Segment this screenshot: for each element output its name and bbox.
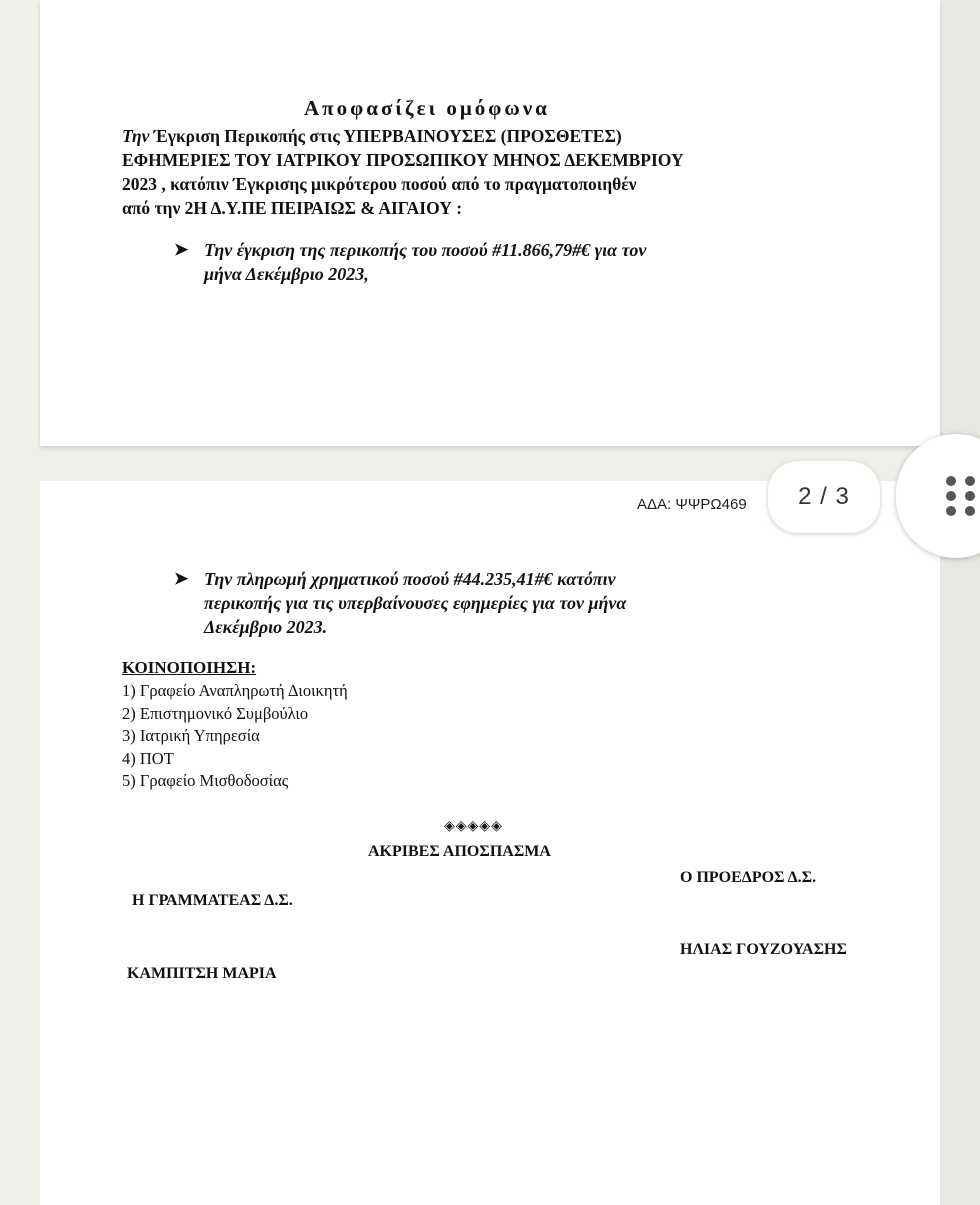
secretary-name: ΚΑΜΠΙΤΣΗ ΜΑΡΙΑ — [127, 965, 277, 982]
bullet-line-1: Την έγκριση της περικοπής του ποσού #11.866,79#€ για τον — [204, 240, 647, 260]
akrives-apospasma: ΑΚΡΙΒΕΣ ΑΠΟΣΠΑΣΜΑ — [368, 843, 551, 860]
list-item: 5) Γραφείο Μισθοδοσίας — [122, 771, 289, 790]
paragraph-line-1: Την Έγκριση Περικοπής στις ΥΠΕΡΒΑΙΝΟΥΣΕΣ (ΠΡΟΣΘΕΤΕΣ) — [122, 126, 622, 146]
secretary-title: Η ΓΡΑΜΜΑΤΕΑΣ Δ.Σ. — [132, 892, 293, 909]
list-item: 4) ΠΟΤ — [122, 748, 174, 768]
document-page-1 — [40, 0, 940, 446]
decision-paragraph — [122, 124, 822, 220]
bullet-line-2: περικοπής για τις υπερβαίνουσες εφημερίες για τον μήνα — [204, 593, 627, 613]
paragraph-line-4: από την 2Η Δ.Υ.ΠΕ ΠΕΙΡΑΙΩΣ & ΑΙΓΑΙΟΥ : — [122, 198, 463, 218]
list-item: 3) Ιατρική Υπηρεσία — [122, 726, 260, 745]
koinopoiisi-title: ΚΟΙΝΟΠΟΙΗΣΗ: — [122, 658, 257, 677]
decision-heading: Αποφασίζει ομόφωνα — [304, 96, 550, 120]
document-page-2 — [40, 481, 940, 1205]
koinopoiisi-list — [122, 680, 348, 793]
list-item: 2) Επιστημονικό Συμβούλιο — [122, 703, 309, 723]
payment-bullet — [174, 567, 627, 639]
bullet-line-2: μήνα Δεκέμβριο 2023, — [204, 264, 369, 284]
paragraph-line-3: 2023 , κατόπιν Έγκρισης μικρότερου ποσού από το πραγματοποιηθέν — [122, 174, 637, 194]
dots-grid-icon — [946, 476, 976, 516]
president-name: ΗΛΙΑΣ ΓΟΥΖΟΥΑΣΗΣ — [680, 941, 847, 958]
ada-code: ΑΔΑ: ΨΨΡΩ469 — [637, 496, 747, 513]
list-item: 1) Γραφείο Αναπληρωτή Διοικητή — [122, 681, 348, 700]
bullet-line-3: Δεκέμβριο 2023. — [204, 617, 328, 637]
arrow-bullet-icon: ➤ — [174, 240, 189, 259]
paragraph-line-2: ΕΦΗΜΕΡΙΕΣ ΤΟΥ ΙΑΤΡΙΚΟΥ ΠΡΟΣΩΠΙΚΟΥ ΜΗΝΟΣ ΔΕΚΕΜΒΡΙΟΥ — [122, 150, 684, 170]
bullet-line-1: Την πληρωμή χρηματικού ποσού #44.235,41#€ κατόπιν — [204, 569, 616, 589]
president-title: Ο ΠΡΟΕΔΡΟΣ Δ.Σ. — [680, 869, 817, 886]
diamond-ornament: ◈◈◈◈◈ — [444, 819, 503, 834]
arrow-bullet-icon: ➤ — [174, 569, 189, 588]
page-indicator[interactable]: 2 / 3 — [768, 461, 880, 533]
approval-bullet — [174, 238, 647, 286]
viewer-gutter — [940, 0, 980, 1205]
